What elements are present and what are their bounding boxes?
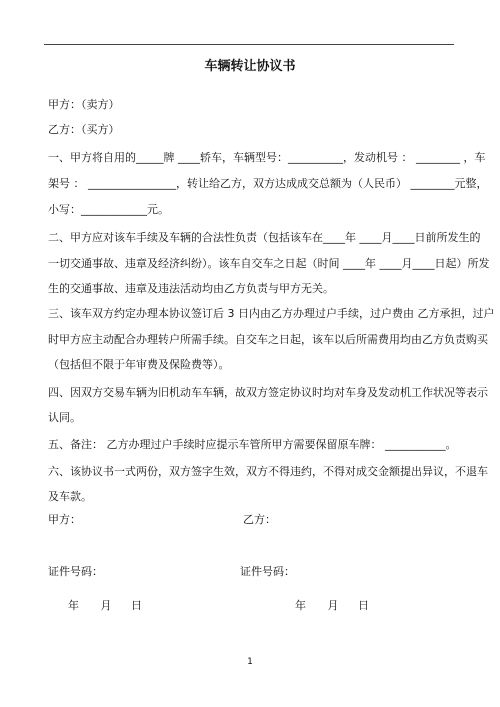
date-day-label: 日: [131, 599, 142, 612]
party-a-line: 甲方：（卖方）: [48, 98, 120, 111]
clause-3-line-2: 时甲方应主动配合办理转户所需手续。自交车之日起，该车以后所需费用均由乙方负责购买: [48, 333, 488, 346]
date-party-b: [295, 597, 369, 613]
date-month-label: 月: [100, 599, 112, 612]
date-day-label: 日: [358, 599, 369, 612]
page-number: 1: [247, 657, 253, 667]
clause-5-line: 五、备注： 乙方办理过户手续时应提示车管所甲方需要保留原车牌： ___________。: [48, 438, 457, 451]
date-year-label: 年: [68, 599, 79, 612]
clause-6-line-2: 及车款。: [48, 490, 92, 503]
clause-2-line-3: 生的交通事故、违章及违法活动均由乙方负责与甲方无关。: [48, 282, 334, 295]
clause-1-line-2: 架号 ： ________________，转让给乙方，双方达成成交总额为（人民币） ________元整，: [48, 177, 488, 190]
id-number-party-a: 证件号码：: [48, 565, 103, 578]
clause-2-line-1: 二、甲方应对该车手续及车辆的合法性负责（包括该车在____年 ____月____日前所发生的: [48, 231, 481, 244]
clause-3-line-3: （包括但不限于年审费及保险费等）。: [48, 358, 230, 371]
clause-4-line-2: 认同。: [48, 411, 81, 424]
clause-4-line-1: 四、因双方交易车辆为旧机动车车辆，故双方签定协议时均对车身及发动机工作状况等表示: [48, 386, 488, 399]
party-b-line: 乙方：（买方）: [48, 123, 120, 136]
header-rule: [44, 44, 454, 45]
clause-1-line-3: 小写：____________元。: [48, 203, 169, 216]
signature-party-a: 甲方：: [48, 513, 81, 526]
date-year-label: 年: [295, 599, 306, 612]
clause-1-line-1: 一、甲方将自用的_____牌 ____轿车，车辆型号：__________，发动机号 ： ________ ，车: [48, 151, 486, 164]
date-party-a: [68, 597, 142, 613]
clause-6-line-1: 六、该协议书一式两份，双方签字生效，双方不得违约，不得对成交金额提出异议，不退车: [48, 465, 488, 478]
document-title: 车辆转让协议书: [204, 59, 296, 74]
clause-2-line-2: 一切交通事故、违章及经济纠纷）。该车自交车之日起（时间 ____年 ____月____日起）所发: [48, 257, 490, 270]
date-month-label: 月: [327, 599, 339, 612]
id-number-party-b: 证件号码：: [240, 565, 295, 578]
signature-party-b: 乙方：: [243, 513, 276, 526]
clause-3-line-1: 三、该车双方约定办理本协议签订后 3 日内由乙方办理过户手续，过户费由 乙方承担，过户: [48, 307, 495, 320]
